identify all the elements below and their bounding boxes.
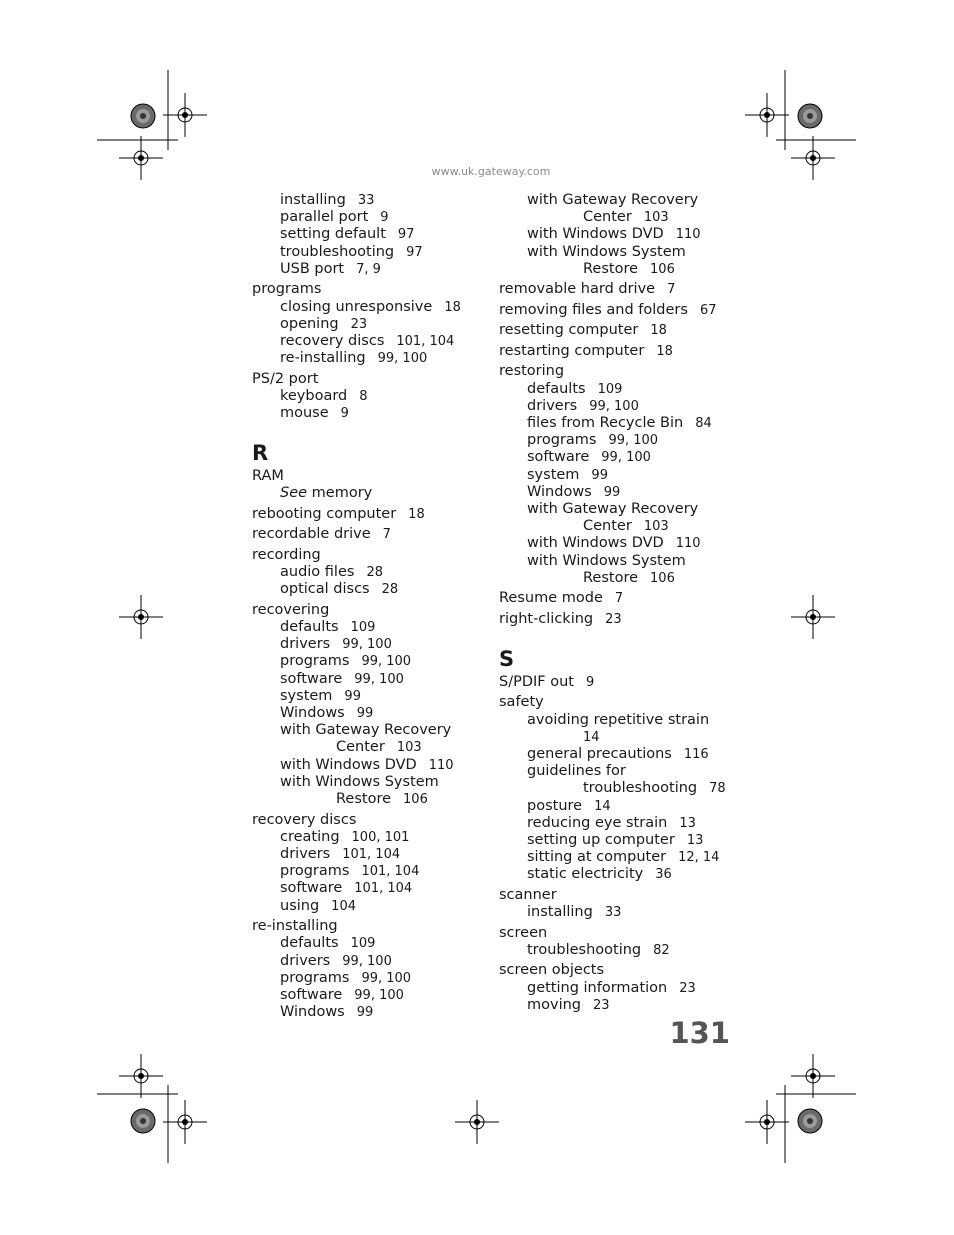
page-reference: 109: [350, 620, 376, 636]
entry-term: with Gateway Recovery: [527, 500, 699, 517]
index-column-right: [499, 192, 739, 1014]
entry-term: Center: [583, 518, 632, 535]
index-entry: [499, 281, 739, 298]
entry-term: PS/2 port: [252, 370, 319, 387]
page-number: 131: [669, 1016, 730, 1050]
index-subentry: [252, 636, 492, 653]
entry-term: programs: [280, 653, 350, 670]
entry-term: with Windows System: [527, 243, 686, 260]
page-reference: 28: [381, 582, 399, 598]
index-subentry: [252, 1004, 492, 1021]
index-subentry: [252, 970, 492, 987]
entry-term: RAM: [252, 468, 284, 485]
entry-term: general precautions: [527, 746, 672, 763]
entry-term: memory: [311, 485, 373, 502]
page-reference: 7, 9: [356, 261, 381, 277]
entry-term: troubleshooting: [280, 243, 395, 260]
index-subentry: [252, 192, 492, 209]
page-reference: 99, 100: [342, 637, 392, 653]
index-subentry: [499, 553, 739, 570]
page-reference: 33: [357, 193, 375, 208]
entry-term: software: [280, 670, 343, 687]
section-letter: S: [499, 646, 515, 671]
index-subentry: [252, 863, 492, 880]
entry-term: opening: [280, 315, 339, 332]
index-subentry: [499, 501, 739, 518]
entry-term: system: [280, 687, 333, 704]
page-reference: 18: [444, 299, 461, 315]
entry-term: right-clicking: [499, 610, 594, 627]
entry-term: closing unresponsive: [280, 298, 433, 315]
index-subentry: [252, 581, 492, 598]
see-reference-label: See: [280, 485, 312, 502]
page-reference: 99: [344, 688, 361, 704]
index-subentry: [499, 535, 739, 552]
index-subentry: [499, 746, 739, 763]
index-entry: [499, 302, 739, 319]
page-reference: 106: [650, 261, 675, 277]
entry-term: screen: [499, 924, 548, 941]
index-entry: [499, 887, 739, 904]
entry-term: with Windows DVD: [527, 226, 664, 243]
entry-term: setting default: [280, 226, 386, 243]
index-entry: [499, 611, 739, 628]
entry-term: USB port: [280, 260, 345, 277]
page-reference: 97: [397, 227, 415, 243]
entry-term: Windows: [280, 705, 345, 722]
entry-term: drivers: [280, 952, 331, 969]
entry-term: avoiding repetitive strain: [527, 711, 710, 728]
entry-term: reducing eye strain: [527, 814, 668, 831]
entry-term: recording: [252, 546, 321, 563]
page-reference: 97: [406, 244, 423, 260]
page-reference: 7: [667, 282, 676, 298]
index-subentry: [252, 688, 492, 705]
entry-term: re-installing: [280, 350, 366, 367]
section-letter: R: [252, 441, 269, 466]
index-entry: [252, 371, 492, 388]
index-subentry: [252, 705, 492, 722]
index-subentry: [499, 381, 739, 398]
entry-term: recovery discs: [252, 811, 357, 828]
page-reference: 33: [604, 905, 622, 921]
index-entry: [499, 322, 739, 339]
index-entry-continuation: [252, 791, 492, 808]
entry-term: re-installing: [252, 918, 338, 935]
page-reference: 103: [643, 519, 669, 535]
index-subentry: [499, 997, 739, 1014]
index-subentry: [252, 226, 492, 243]
page-reference: 99, 100: [354, 987, 404, 1003]
page-reference: 109: [597, 381, 623, 397]
index-entry: [252, 526, 492, 543]
entry-term: S/PDIF out: [499, 673, 574, 690]
index-entry-continuation: [499, 518, 739, 535]
index-entry: [252, 468, 492, 485]
index-subentry: [499, 467, 739, 484]
index-entry: [252, 812, 492, 829]
entry-term: with Windows DVD: [527, 535, 664, 552]
entry-term: installing: [280, 192, 346, 208]
entry-term: programs: [252, 281, 322, 298]
index-column-left: [252, 192, 492, 1021]
page-reference: 14: [594, 798, 611, 814]
index-subentry: [499, 980, 739, 997]
entry-term: creating: [280, 828, 340, 845]
page-reference: 101, 104: [361, 864, 420, 880]
entry-term: system: [527, 466, 580, 483]
page-reference: 9: [585, 674, 595, 690]
page-reference: 101, 104: [342, 846, 401, 862]
entry-term: safety: [499, 694, 544, 711]
entry-term: mouse: [280, 405, 329, 422]
page-reference: 100, 101: [351, 829, 410, 845]
index-subentry: [252, 261, 492, 278]
entry-term: defaults: [280, 935, 339, 952]
entry-term: resetting computer: [499, 322, 639, 339]
page-reference: 84: [695, 415, 712, 431]
index-subentry: [499, 849, 739, 866]
index-subentry: [499, 763, 739, 780]
index-subentry: [252, 209, 492, 226]
entry-term: software: [280, 986, 343, 1003]
page-reference: 110: [675, 536, 701, 552]
entry-term: recovery discs: [280, 332, 385, 349]
page-reference: 18: [650, 323, 667, 339]
entry-term: keyboard: [280, 387, 348, 404]
entry-term: drivers: [527, 397, 578, 414]
index-subentry: [252, 846, 492, 863]
page-reference: 99, 100: [608, 433, 659, 449]
index-subentry: [252, 333, 492, 350]
entry-term: installing: [527, 904, 593, 921]
entry-term: Restore: [583, 569, 639, 586]
entry-term: programs: [527, 432, 597, 449]
entry-term: Windows: [527, 483, 592, 500]
entry-term: troubleshooting: [583, 780, 698, 797]
entry-term: restarting computer: [499, 342, 645, 359]
entry-term: scanner: [499, 886, 557, 903]
index-subentry: [252, 898, 492, 915]
index-subentry: [252, 244, 492, 261]
index-subentry: [499, 798, 739, 815]
page-reference: 110: [428, 757, 454, 773]
page-reference: 110: [675, 227, 701, 243]
entry-term: troubleshooting: [527, 941, 642, 958]
entry-term: files from Recycle Bin: [527, 414, 684, 431]
entry-term: removable hard drive: [499, 281, 656, 298]
page-reference: 9: [380, 210, 389, 226]
index-subentry: [499, 904, 739, 921]
index-subentry: [252, 880, 492, 897]
index-subentry: [499, 398, 739, 415]
index-entry: [252, 547, 492, 564]
page-reference: 78: [709, 781, 726, 797]
page-reference: 116: [683, 747, 709, 763]
page-reference: 99, 100: [377, 351, 428, 367]
page-reference: 7: [614, 591, 624, 607]
page-reference: 103: [396, 740, 422, 756]
entry-term: recordable drive: [252, 526, 371, 543]
index-entry: [252, 918, 492, 935]
index-entry-continuation: [252, 739, 492, 756]
page-reference: 23: [605, 611, 622, 627]
entry-term: software: [280, 880, 343, 897]
entry-term: posture: [527, 797, 583, 814]
page-reference: 101, 104: [354, 881, 413, 897]
page-reference: 109: [350, 936, 376, 952]
index-entry-continuation: [499, 570, 739, 587]
index-subentry: [252, 350, 492, 367]
page-reference: 13: [679, 815, 696, 831]
index-entry-continuation: [499, 209, 739, 226]
index-subentry: [252, 671, 492, 688]
index-entry: [252, 602, 492, 619]
index-subentry: [499, 942, 739, 959]
page-reference: 23: [350, 316, 368, 332]
page-reference: 99, 100: [589, 398, 639, 414]
page-reference: 99, 100: [601, 450, 651, 466]
page-reference: 8: [359, 388, 368, 404]
index-subentry: [499, 815, 739, 832]
index-subentry: [252, 316, 492, 333]
index-entry: [499, 925, 739, 942]
index-subentry: [252, 722, 492, 739]
page-reference: 99, 100: [354, 671, 404, 687]
entry-term: with Windows DVD: [280, 756, 417, 773]
entry-term: getting information: [527, 979, 668, 996]
entry-term: static electricity: [527, 866, 644, 883]
index-entry: [252, 281, 492, 298]
page-reference: 99, 100: [342, 953, 392, 969]
index-subentry: [499, 415, 739, 432]
entry-term: restoring: [499, 363, 565, 380]
page-reference: 99, 100: [361, 970, 412, 986]
entry-term: sitting at computer: [527, 849, 667, 866]
index-subentry: [252, 485, 492, 502]
index-subentry: [252, 953, 492, 970]
page-reference: 14: [583, 729, 600, 745]
page-reference: 99: [603, 484, 621, 500]
index-entry-continuation: [499, 729, 739, 746]
page-reference: 13: [686, 833, 704, 849]
page-reference: 18: [408, 506, 425, 522]
index-entry: [499, 674, 739, 691]
index-subentry: [252, 405, 492, 422]
entry-term: Restore: [336, 791, 392, 808]
entry-term: software: [527, 449, 590, 466]
entry-term: with Gateway Recovery: [527, 192, 699, 208]
entry-term: Windows: [280, 1004, 345, 1021]
index-subentry: [252, 653, 492, 670]
page-reference: 23: [679, 980, 696, 996]
index-entry: [499, 694, 739, 711]
page-reference: 99: [356, 706, 374, 722]
page-reference: 12, 14: [678, 850, 720, 866]
index-subentry: [499, 449, 739, 466]
entry-term: with Windows System: [527, 552, 686, 569]
page-reference: 18: [656, 343, 673, 359]
entry-term: with Gateway Recovery: [280, 722, 452, 739]
entry-term: drivers: [280, 636, 331, 653]
page-reference: 103: [643, 210, 669, 226]
entry-term: drivers: [280, 845, 331, 862]
entry-term: using: [280, 897, 320, 914]
entry-term: Restore: [583, 260, 639, 277]
index-subentry: [252, 564, 492, 581]
entry-term: defaults: [280, 619, 339, 636]
page-reference: 99: [591, 467, 608, 483]
entry-term: audio files: [280, 564, 355, 581]
page-reference: 9: [340, 406, 349, 422]
page-reference: 99: [356, 1005, 374, 1021]
entry-term: Resume mode: [499, 590, 603, 607]
index-subentry: [499, 244, 739, 261]
entry-term: moving: [527, 996, 581, 1013]
header-url: www.uk.gateway.com: [431, 165, 551, 178]
index-subentry: [499, 832, 739, 849]
page-reference: 67: [699, 302, 717, 318]
index-subentry: [252, 987, 492, 1004]
page-reference: 104: [331, 898, 356, 914]
entry-term: defaults: [527, 380, 586, 397]
entry-term: removing files and folders: [499, 301, 688, 318]
index-subentry: [252, 757, 492, 774]
entry-term: recovering: [252, 601, 330, 618]
index-subentry: [499, 484, 739, 501]
index-subentry: [499, 866, 739, 883]
entry-term: setting up computer: [527, 832, 675, 849]
entry-term: with Windows System: [280, 773, 439, 790]
index-subentry: [252, 388, 492, 405]
index-entry: [499, 962, 739, 979]
index-subentry: [252, 619, 492, 636]
index-subentry: [499, 192, 739, 209]
page-reference: 106: [650, 570, 675, 586]
entry-term: parallel port: [280, 209, 369, 226]
index-subentry: [499, 432, 739, 449]
index-subentry: [252, 299, 492, 316]
entry-term: screen objects: [499, 962, 605, 979]
index-subentry: [252, 829, 492, 846]
page-reference: 7: [382, 527, 391, 543]
page-reference: 23: [593, 997, 610, 1013]
index-entry: [499, 363, 739, 380]
index-subentry: [499, 226, 739, 243]
index-entry: [499, 343, 739, 360]
index-entry: [252, 506, 492, 523]
page-reference: 106: [403, 792, 428, 808]
index-entry: [499, 590, 739, 607]
index-subentry: [252, 774, 492, 791]
page-reference: 99, 100: [361, 654, 412, 670]
entry-term: programs: [280, 969, 350, 986]
page-reference: 82: [653, 942, 670, 958]
index-subentry: [499, 712, 739, 729]
page-reference: 28: [366, 565, 383, 581]
page-reference: 101, 104: [396, 333, 455, 349]
index-entry-continuation: [499, 261, 739, 278]
index-subentry: [252, 935, 492, 952]
entry-term: rebooting computer: [252, 505, 397, 522]
index-entry-continuation: [499, 780, 739, 797]
entry-term: Center: [583, 209, 632, 226]
entry-term: optical discs: [280, 581, 370, 598]
entry-term: Center: [336, 739, 385, 756]
entry-term: programs: [280, 863, 350, 880]
entry-term: guidelines for: [527, 763, 626, 780]
page-reference: 36: [655, 867, 672, 883]
